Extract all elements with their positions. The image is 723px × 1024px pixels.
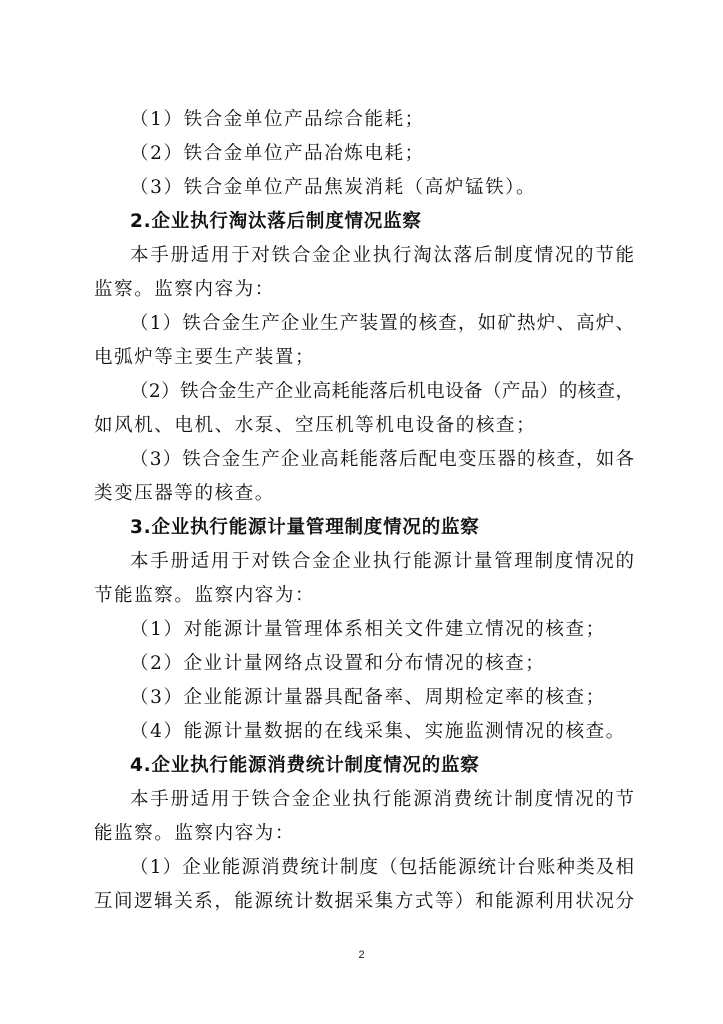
paragraph-line: 电弧炉等主要生产装置；	[94, 347, 316, 368]
list-item: （1）对能源计量管理体系相关文件建立情况的核查；	[130, 619, 606, 640]
paragraph-line: 类变压器等的核查。	[94, 483, 275, 504]
list-item: （3）企业能源计量器具配备率、周期检定率的核查；	[130, 687, 606, 708]
list-item: （1）铁合金单位产品综合能耗；	[130, 109, 425, 130]
paragraph-line: 本手册适用于对铁合金企业执行能源计量管理制度情况的	[130, 551, 634, 572]
list-item: （2）企业计量网络点设置和分布情况的核查；	[130, 653, 546, 674]
list-item: （1）企业能源消费统计制度（包括能源统计台账种类及相	[130, 857, 634, 878]
paragraph-line: 本手册适用于对铁合金企业执行淘汰落后制度情况的节能	[130, 245, 634, 266]
section-heading: 3.企业执行能源计量管理制度情况的监察	[130, 517, 480, 538]
list-item: （2）铁合金生产企业高耗能落后机电设备（产品）的核查，	[130, 381, 634, 402]
paragraph-line: 如风机、电机、水泵、空压机等机电设备的核查；	[94, 415, 537, 436]
paragraph-line: 节能监察。监察内容为：	[94, 585, 316, 606]
section-heading: 2.企业执行淘汰落后制度情况监察	[130, 211, 422, 232]
list-item: （1）铁合金生产企业生产装置的核查，如矿热炉、高炉、	[130, 313, 634, 334]
paragraph-line: 能监察。监察内容为：	[94, 823, 296, 844]
paragraph-line: 本手册适用于铁合金企业执行能源消费统计制度情况的节	[130, 789, 634, 810]
list-item: （2）铁合金单位产品冶炼电耗；	[130, 143, 425, 164]
section-heading: 4.企业执行能源消费统计制度情况的监察	[130, 755, 480, 776]
list-item: （3）铁合金单位产品焦炭消耗（高炉锰铁）。	[130, 177, 537, 198]
list-item: （4）能源计量数据的在线采集、实施监测情况的核查。	[130, 721, 626, 742]
paragraph-line: 监察。监察内容为：	[94, 279, 275, 300]
page-number: 2	[358, 949, 365, 961]
paragraph-line: 互间逻辑关系，能源统计数据采集方式等）和能源利用状况分	[94, 891, 634, 912]
list-item: （3）铁合金生产企业高耗能落后配电变压器的核查，如各	[130, 449, 634, 470]
